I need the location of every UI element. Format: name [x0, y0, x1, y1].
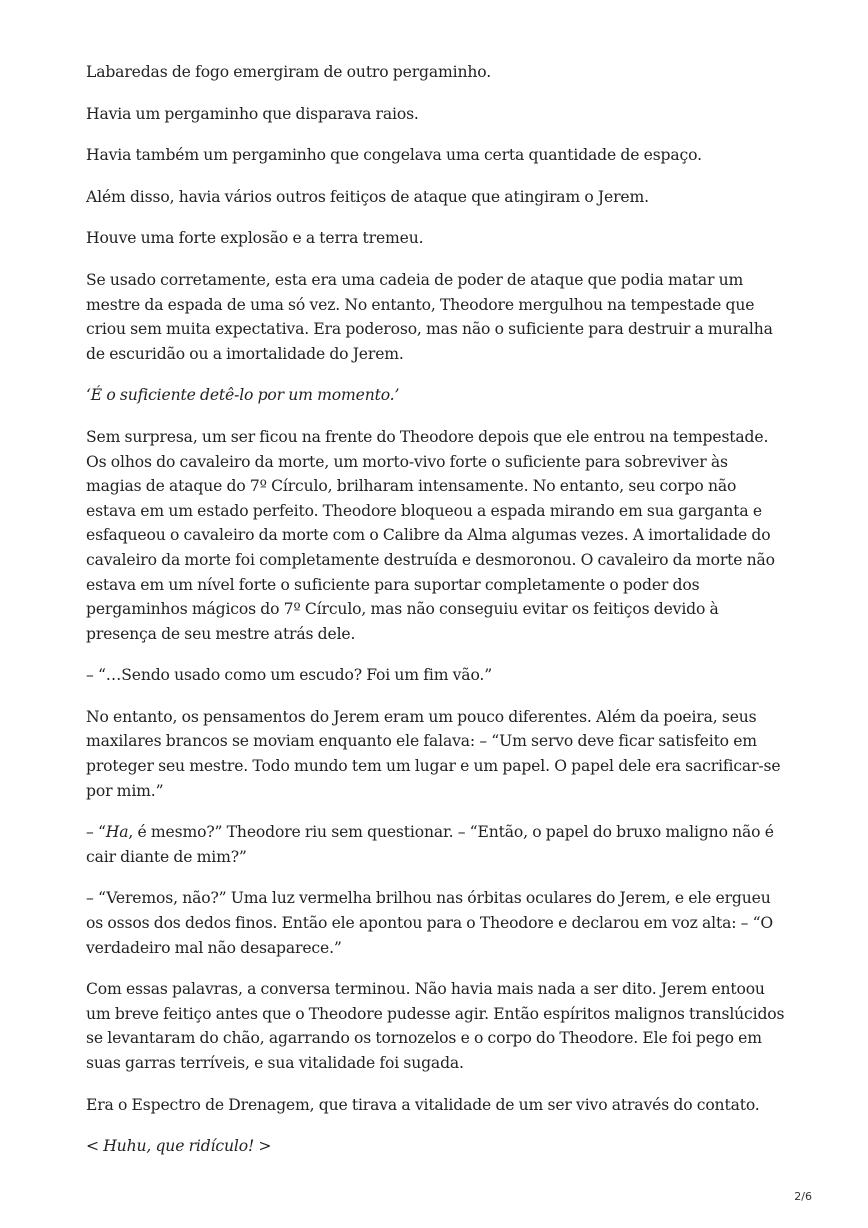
dialogue-line: – “…Sendo usado como um escudo? Foi um fim vão.” [86, 666, 493, 685]
dialogue-segment: – “ [86, 823, 106, 842]
paragraph: Havia também um pergaminho que congelava uma certa quantidade de espaço. [86, 146, 702, 165]
dialogue-segment-italic: Ha [105, 823, 129, 842]
document-body [86, 60, 786, 1176]
dialogue-segment: , é mesmo?” Theodore riu sem questionar. – “Então, o papel do bruxo maligno não é cair diante de mim?” [86, 823, 774, 866]
italic-thought: ‘É o suficiente detê-lo por um momento.’ [86, 386, 400, 405]
paragraph: Havia um pergaminho que disparava raios. [86, 104, 419, 123]
paragraph: Era o Espectro de Drenagem, que tirava a vitalidade de um ser vivo através do contato. [86, 1095, 760, 1114]
paragraph: Sem surpresa, um ser ficou na frente do Theodore depois que ele entrou na tempestade. Os olhos do cavaleiro da morte, um morto-vivo forte o suficiente para sobreviver às magias de ataque do 7º Círculo, brilharam intensamente. No entanto, seu corpo não estava em um estado perfeito. Theodore bloqueou a espada mirando em sua garganta e esfaqueou o cavaleiro da morte com o Calibre da Alma algumas vezes. A imortalidade do cavaleiro da morte foi completamente destruída e desmoronou. O cavaleiro da morte não estava em um nível forte o suficiente para suportar completamente o poder dos pergaminhos mágicos do 7º Círculo, mas não conseguiu evitar os feitiços devido à presença de seu mestre atrás dele. [86, 427, 775, 643]
dialogue-line [86, 820, 786, 869]
paragraph: Além disso, havia vários outros feitiços de ataque que atingiram o Jerem. [86, 187, 649, 206]
paragraph: Com essas palavras, a conversa terminou. Não havia mais nada a ser dito. Jerem entoou um breve feitiço antes que o Theodore pudesse agir. Então espíritos malignos translúcidos se levantaram do chão, agarrando os tornozelos e o corpo do Theodore. Ele foi pego em suas garras terríveis, e sua vitalidade foi sugada. [86, 980, 785, 1072]
paragraph: No entanto, os pensamentos do Jerem eram um pouco diferentes. Além da poeira, seus maxilares brancos se moviam enquanto ele falava: – “Um servo deve ficar satisfeito em proteger seu mestre. Todo mundo tem um lugar e um papel. O papel dele era sacrificar-se por mim.” [86, 707, 781, 800]
italic-voice-line: < Huhu, que ridículo! > [86, 1137, 272, 1156]
paragraph: Houve uma forte explosão e a terra tremeu. [86, 229, 424, 248]
dialogue-line: – “Veremos, não?” Uma luz vermelha brilhou nas órbitas oculares do Jerem, e ele ergueu os ossos dos dedos finos. Então ele apontou para o Theodore e declarou em voz alta: – “O verdadeiro mal não desaparece.” [86, 889, 774, 957]
paragraph: Labaredas de fogo emergiram de outro pergaminho. [86, 63, 492, 81]
paragraph: Se usado corretamente, esta era uma cadeia de poder de ataque que podia matar um mestre da espada de uma só vez. No entanto, Theodore mergulhou na tempestade que criou sem muita expectativa. Era poderoso, mas não o suficiente para destruir a muralha de escuridão ou a imortalidade do Jerem. [86, 270, 773, 363]
page-number: 2/6 [794, 1190, 812, 1203]
